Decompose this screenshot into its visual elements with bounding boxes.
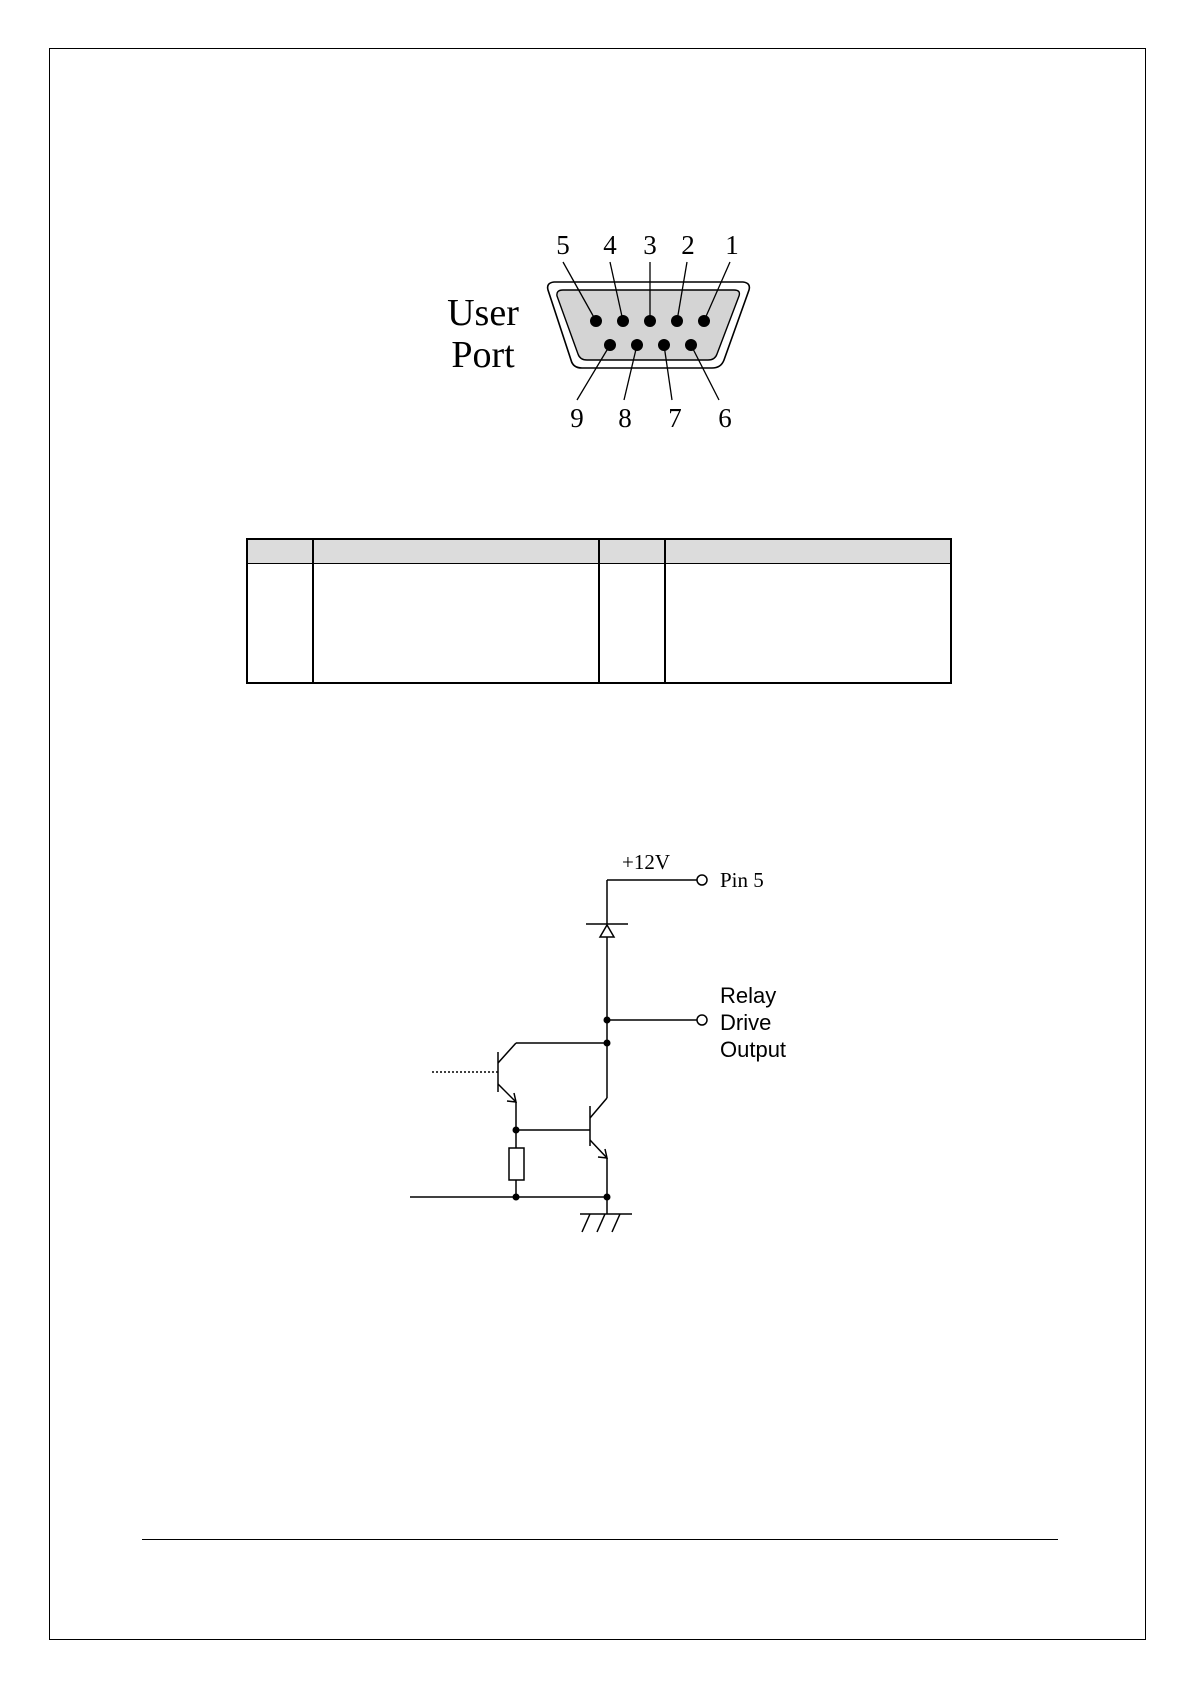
output-label-line: Output	[720, 1037, 787, 1062]
junction-dot	[513, 1127, 520, 1134]
q2-collector-lead	[590, 1098, 607, 1118]
table-column-divider	[598, 540, 600, 682]
pin-number-top: 1	[725, 230, 739, 260]
q2-emitter-lead	[590, 1140, 607, 1158]
supply-voltage-label: +12V	[622, 850, 671, 874]
pin-number-bottom: 8	[618, 403, 632, 433]
junction-dot	[604, 1040, 611, 1047]
junction-dot	[513, 1194, 520, 1201]
ground-hatch	[597, 1214, 605, 1232]
pin-number-bottom: 7	[668, 403, 682, 433]
pin-number-top: 2	[681, 230, 695, 260]
relay-drive-schematic	[400, 840, 840, 1270]
ground-hatch	[612, 1214, 620, 1232]
table-column-divider	[312, 540, 314, 682]
table-column-divider	[664, 540, 666, 682]
pin-number-top: 4	[603, 230, 617, 260]
relay-drive-output-label	[720, 982, 786, 1063]
pin-number-bottom: 9	[570, 403, 584, 433]
ground-hatch	[582, 1214, 590, 1232]
pin5-label: Pin 5	[720, 868, 764, 892]
q1-emitter-lead	[498, 1084, 516, 1102]
pin-number-top: 3	[643, 230, 657, 260]
output-label-line: Drive	[720, 1010, 772, 1035]
user-port-label-line2: Port	[451, 334, 515, 376]
resistor	[509, 1148, 524, 1180]
footer-rule	[142, 1539, 1058, 1540]
user-port-label	[438, 292, 528, 376]
pin-number-bottom: 6	[718, 403, 732, 433]
q1-collector-lead	[498, 1043, 516, 1063]
user-port-label-line1: User	[447, 292, 519, 334]
pin-assignment-table	[246, 538, 952, 684]
pin5-terminal	[697, 875, 707, 885]
output-terminal	[697, 1015, 707, 1025]
pin-number-top: 5	[556, 230, 570, 260]
diode-symbol	[600, 925, 614, 937]
junction-dot	[604, 1194, 611, 1201]
user-port-connector-figure	[400, 220, 780, 450]
output-label-line: Relay	[720, 983, 777, 1008]
junction-dot	[604, 1017, 611, 1024]
